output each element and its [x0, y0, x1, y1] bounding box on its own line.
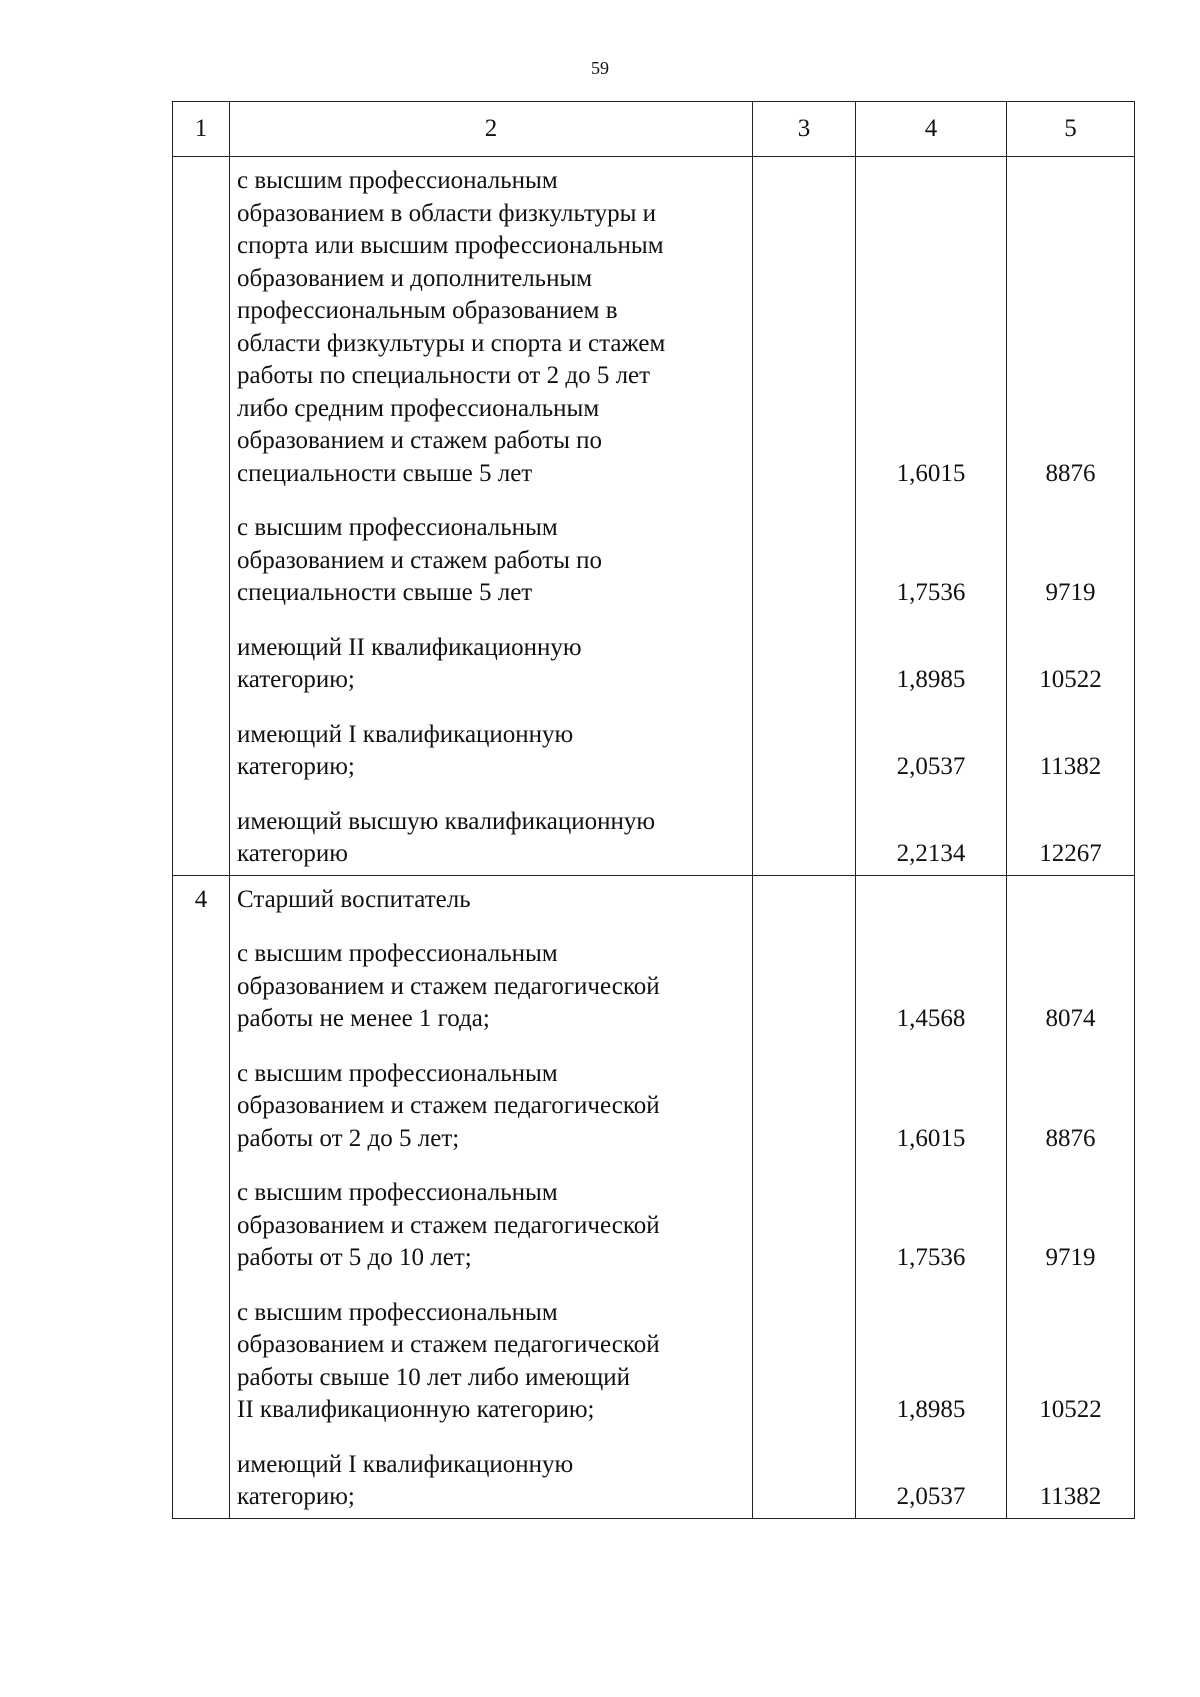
coefficient-value: 2,0537	[896, 753, 966, 780]
description-line: имеющий II квалификационную	[237, 633, 582, 661]
description-line: с высшим профессиональным	[237, 514, 558, 541]
coefficient-value: 1,6015	[896, 1124, 966, 1152]
salary-value: 8876	[1045, 459, 1096, 487]
description-line: спорта или высшим профессиональным	[237, 232, 664, 259]
description-line: категорию	[237, 840, 348, 867]
qualification-entry	[237, 632, 746, 697]
description-line: области физкультуры и спорта и стажем	[237, 329, 666, 357]
coefficient-cell	[856, 157, 1007, 876]
page-number: 59	[591, 58, 609, 78]
salary-value: 11382	[1039, 753, 1102, 780]
description-cell	[230, 875, 753, 1518]
description-line: категорию;	[237, 753, 355, 780]
salary-value: 9719	[1045, 579, 1096, 606]
coefficient-value: 1,7536	[896, 1244, 966, 1271]
qualification-entry	[237, 719, 746, 784]
description-line: образованием и стажем педагогической	[237, 1092, 660, 1119]
qualification-entry	[237, 1297, 746, 1427]
qualification-entry	[237, 938, 746, 1036]
salary-value: 11382	[1039, 1483, 1102, 1510]
column-3-cell	[753, 157, 856, 876]
qualification-entry	[237, 1058, 746, 1156]
description-line: работы по специальности от 2 до 5 лет	[237, 362, 651, 389]
description-line: с высшим профессиональным	[237, 1298, 558, 1326]
table-header-row	[173, 102, 1135, 157]
salary-cell	[1007, 157, 1135, 876]
table-row	[173, 875, 1135, 1518]
header-cell-3: 3	[753, 102, 856, 157]
description-line: II квалификационную категорию;	[237, 1396, 595, 1423]
description-line: имеющий высшую квалификационную	[237, 807, 656, 835]
coefficient-value: 1,4568	[896, 1005, 966, 1032]
qualification-entry	[237, 806, 746, 871]
qualification-entry	[237, 1449, 746, 1514]
coefficient-value: 1,6015	[896, 459, 966, 487]
header-cell-2: 2	[230, 102, 753, 157]
description-line: работы от 5 до 10 лет;	[237, 1244, 472, 1271]
description-line: образованием в области физкультуры и	[237, 199, 657, 227]
column-3-cell	[753, 875, 856, 1518]
qualification-entry	[237, 884, 746, 917]
description-line: категорию;	[237, 1483, 355, 1510]
description-line: работы от 2 до 5 лет;	[237, 1124, 460, 1152]
description-line: с высшим профессиональным	[237, 167, 558, 194]
salary-value: 10522	[1039, 666, 1102, 693]
row-number-cell	[173, 157, 230, 876]
description-line: либо средним профессиональным	[237, 394, 600, 422]
description-line: Старший воспитатель	[237, 885, 471, 913]
description-line: образованием и дополнительным	[237, 264, 593, 292]
salary-value: 12267	[1039, 840, 1102, 867]
description-line: работы не менее 1 года;	[237, 1005, 490, 1032]
description-line: специальности свыше 5 лет	[237, 579, 533, 606]
header-cell-1: 1	[173, 102, 230, 157]
coefficient-value: 1,7536	[896, 579, 966, 606]
description-line: имеющий I квалификационную	[237, 720, 574, 748]
coefficient-value: 2,2134	[896, 840, 966, 867]
coefficient-value: 2,0537	[896, 1483, 966, 1510]
qualification-entry	[237, 512, 746, 610]
qualification-entry	[237, 1177, 746, 1275]
description-line: профессиональным образованием в	[237, 297, 618, 324]
description-line: с высшим профессиональным	[237, 940, 558, 967]
coefficient-value: 1,8985	[896, 666, 966, 693]
salary-value: 10522	[1039, 1396, 1102, 1423]
salary-value: 9719	[1045, 1244, 1096, 1271]
description-line: работы свыше 10 лет либо имеющий	[237, 1363, 631, 1391]
description-line: категорию;	[237, 666, 355, 693]
header-cell-4: 4	[856, 102, 1007, 157]
description-line: образованием и стажем педагогической	[237, 972, 660, 1000]
description-line: образованием и стажем работы по	[237, 427, 603, 454]
description-line: с высшим профессиональным	[237, 1179, 558, 1206]
description-line: образованием и стажем работы по	[237, 546, 603, 574]
salary-table	[172, 101, 1135, 1519]
qualification-entry	[237, 165, 746, 490]
salary-value: 8074	[1045, 1005, 1096, 1032]
description-line: с высшим профессиональным	[237, 1059, 558, 1087]
salary-cell	[1007, 875, 1135, 1518]
description-line: образованием и стажем педагогической	[237, 1211, 660, 1239]
description-cell	[230, 157, 753, 876]
description-line: образованием и стажем педагогической	[237, 1331, 660, 1358]
description-line: имеющий I квалификационную	[237, 1450, 574, 1478]
salary-value: 8876	[1045, 1124, 1096, 1152]
coefficient-value: 1,8985	[896, 1396, 966, 1423]
description-line: специальности свыше 5 лет	[237, 459, 533, 487]
row-number-cell: 4	[173, 875, 230, 1518]
header-cell-5: 5	[1007, 102, 1135, 157]
coefficient-cell	[856, 875, 1007, 1518]
table-row	[173, 157, 1135, 876]
